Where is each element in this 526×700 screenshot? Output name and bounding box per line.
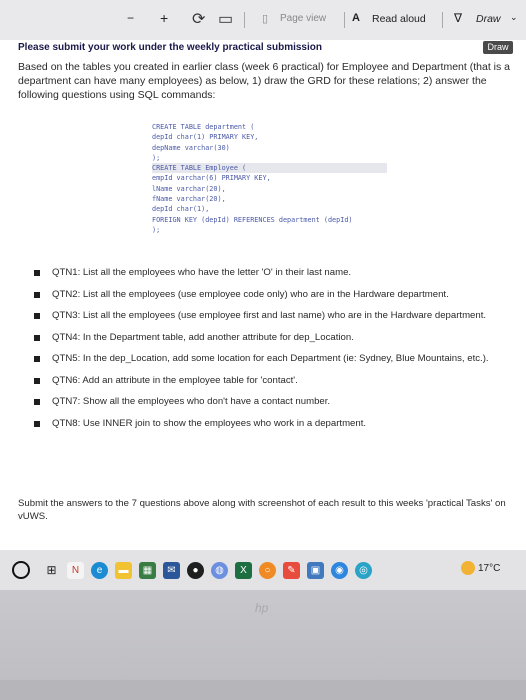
read-aloud-button[interactable]: Read aloud: [372, 13, 426, 25]
list-item: [32, 418, 508, 431]
toolbar-divider: [244, 12, 245, 28]
page-view-button[interactable]: Page view: [280, 13, 327, 24]
toolbar-divider: [344, 12, 345, 28]
chrome-icon[interactable]: ●: [187, 562, 204, 579]
page-view-icon: ▯: [262, 13, 269, 25]
question-text: QTN3: List all the employees (use employee first and last name) who are in the Hardware department.: [52, 310, 487, 321]
chevron-down-icon[interactable]: ⌄: [510, 12, 518, 22]
document-page: [0, 40, 526, 550]
code-line: depId char(1),: [152, 205, 210, 214]
question-text: QTN8: Use INNER join to show the employees who work in a department.: [52, 417, 367, 429]
file-explorer-icon[interactable]: ▬: [115, 562, 132, 579]
app-icon[interactable]: ○: [259, 562, 276, 579]
list-item: [32, 310, 508, 323]
bullet: [34, 399, 40, 405]
rotate-icon[interactable]: ⟳: [192, 11, 206, 28]
task-view-icon[interactable]: ⊞: [46, 563, 57, 577]
edge-icon[interactable]: e: [91, 562, 108, 579]
profile-icon[interactable]: ◍: [211, 562, 228, 579]
bullet: [34, 378, 40, 384]
intro-paragraph: Based on the tables you created in earlier class (week 6 practical) for Employee and Department (that is a department can have many employees) as below, 1) draw the GRD for these relations; 2) answer the following questions using SQL commands:: [18, 61, 510, 101]
submission-instructions: Submit the answers to the 7 questions above along with screenshot of each result to this weeks 'practical Tasks' on vUWS.: [18, 498, 506, 522]
question-text: QTN4: In the Department table, add another attribute for dep_Location.: [52, 331, 354, 343]
code-line: );: [152, 225, 161, 234]
temperature[interactable]: 17°C: [478, 563, 501, 574]
list-item: [32, 396, 508, 409]
read-aloud-icon: A: [352, 12, 360, 24]
brand-logo: hp: [255, 601, 269, 615]
fit-page-icon[interactable]: ▭: [218, 11, 234, 28]
app-icon[interactable]: ◎: [355, 562, 372, 579]
code-line: lName varchar(20),: [152, 184, 226, 193]
draw-button[interactable]: Draw: [476, 13, 501, 25]
code-line: fName varchar(20),: [152, 195, 226, 204]
app-icon[interactable]: ▣: [307, 562, 324, 579]
paint-icon[interactable]: ✎: [283, 562, 300, 579]
laptop-bezel: [0, 590, 526, 700]
code-line: CREATE TABLE department (: [152, 123, 255, 131]
weather-icon[interactable]: [461, 561, 475, 575]
bullet: [34, 270, 40, 276]
list-item: [32, 375, 508, 388]
app-icon[interactable]: N: [67, 562, 84, 579]
bullet: [34, 356, 40, 362]
code-line: depId char(1) PRIMARY KEY,: [152, 133, 259, 142]
draw-icon: ∇: [454, 11, 463, 25]
app-icon[interactable]: ◉: [331, 562, 348, 579]
code-line: CREATE TABLE Employee (: [152, 163, 387, 173]
excel-icon[interactable]: X: [235, 562, 252, 579]
question-text: QTN6: Add an attribute in the employee table for 'contact'.: [52, 374, 298, 386]
question-text: QTN7: Show all the employees who don't have a contact number.: [52, 396, 331, 407]
question-text: QTN2: List all the employees (use employee code only) who are in the Hardware department.: [52, 288, 449, 300]
toolbar-divider: [442, 12, 443, 28]
code-line: FOREIGN KEY (depId) REFERENCES department (depId): [152, 215, 353, 224]
question-text: QTN1: List all the employees who have the letter 'O' in their last name.: [52, 267, 352, 278]
store-icon[interactable]: ▦: [139, 562, 156, 579]
code-line: empId varchar(6) PRIMARY KEY,: [152, 174, 271, 183]
draw-badge[interactable]: Draw: [483, 41, 513, 54]
code-line: depName varchar(30): [152, 143, 230, 152]
bullet: [34, 335, 40, 341]
search-circle-icon[interactable]: [12, 561, 30, 579]
question-text: QTN5: In the dep_Location, add some location for each Department (ie: Sydney, Blue Mountains, etc.).: [52, 353, 489, 364]
zoom-in-button[interactable]: +: [160, 10, 169, 26]
bullet: [34, 421, 40, 427]
code-line: );: [152, 153, 161, 162]
question-list: [32, 267, 508, 439]
list-item: [32, 289, 508, 302]
list-item: [32, 267, 508, 280]
mail-icon[interactable]: ✉: [163, 562, 180, 579]
bullet: [34, 292, 40, 298]
bullet: [34, 313, 40, 319]
windows-taskbar: [0, 550, 526, 590]
page-heading: Please submit your work under the weekly practical submission: [18, 42, 322, 53]
list-item: [32, 353, 508, 366]
keyboard-edge: [0, 680, 526, 700]
sql-code-block: [152, 122, 387, 235]
pdf-toolbar: [0, 0, 526, 40]
zoom-out-button[interactable]: −: [127, 11, 135, 25]
list-item: [32, 332, 508, 345]
